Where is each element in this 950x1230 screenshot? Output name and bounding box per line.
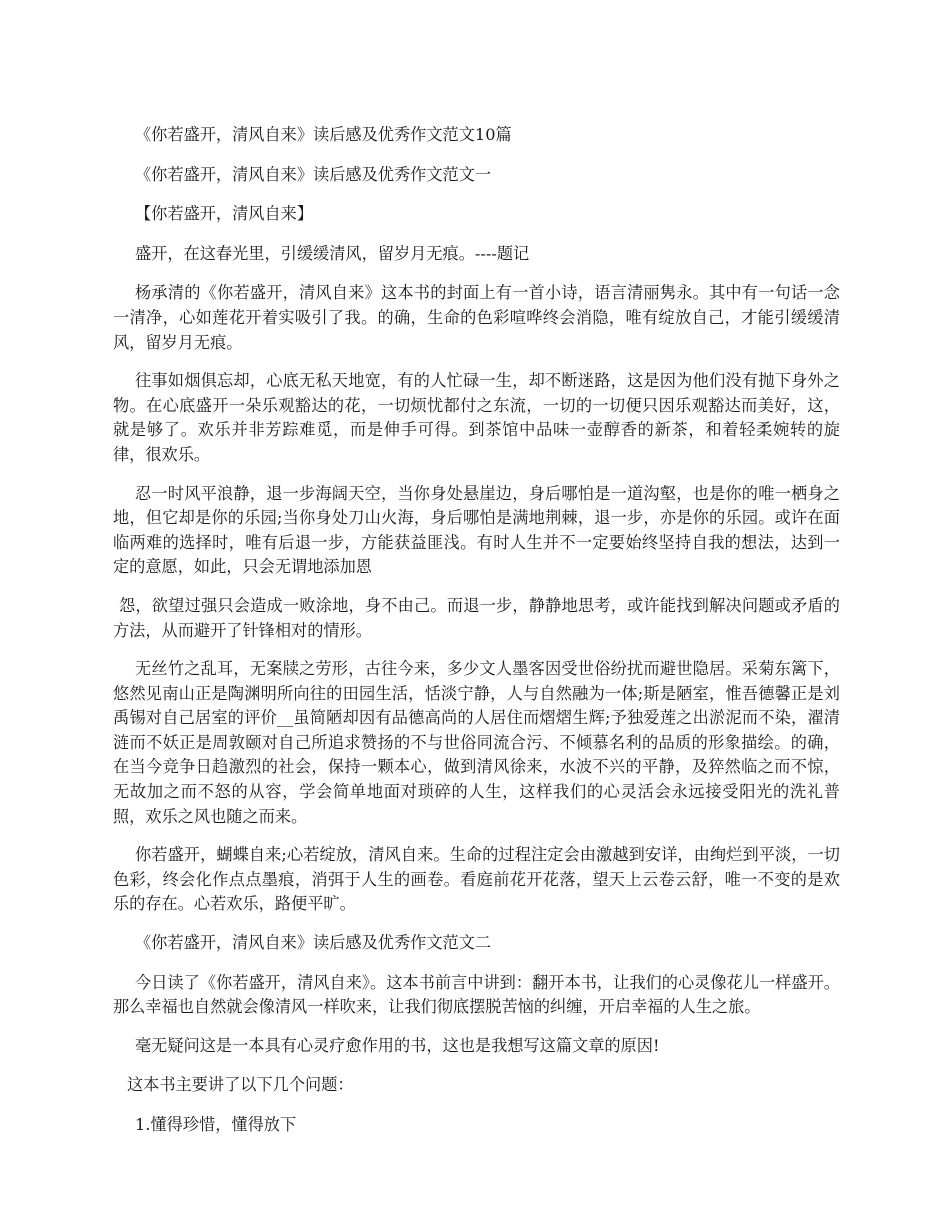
section-heading-1: 《你若盛开，清风自来》读后感及优秀作文范文一	[135, 164, 492, 184]
section-heading-2: 《你若盛开，清风自来》读后感及优秀作文范文二	[135, 933, 492, 953]
paragraph: 往事如烟俱忘却，心底无私天地宽，有的人忙碌一生，却不断迷路，这是因为他们没有抛下身外之物。在心底盛开一朵乐观豁达的花，一切烦忧都付之东流，一切的一切便只因乐观豁达而美好，这，就是够了。欢乐并非芳踪难觅，而是伸手可得。到茶馆中品味一壶醇香的新茶，和着轻柔婉转的旋律，很欢乐。	[113, 371, 840, 464]
list-item: 1.懂得珍惜，懂得放下	[135, 1115, 297, 1134]
epigraph: 盛开，在这春光里，引缓缓清风，留岁月无痕。----题记	[135, 243, 530, 263]
paragraph: 你若盛开，蝴蝶自来;心若绽放，清风自来。生命的过程注定会由激越到安详，由绚烂到平淡，一切色彩，终会化作点点墨痕，消弭于人生的画卷。看庭前花开花落，望天上云卷云舒，唯一不变的是欢乐的存在。心若欢乐，路便平旷。	[113, 845, 840, 914]
paragraph: 杨承清的《你若盛开，清风自来》这本书的封面上有一首小诗，语言清丽隽永。其中有一句话一念一清净，心如莲花开着实吸引了我。的确，生命的色彩喧哗终会消隐，唯有绽放自己，才能引缓缓清风，留岁月无痕。	[113, 283, 840, 352]
paragraph: 无丝竹之乱耳，无案牍之劳形，古往今来，多少文人墨客因受世俗纷扰而避世隐居。采菊东篱下，悠然见南山正是陶渊明所向往的田园生活，恬淡宁静，人与自然融为一体;斯是陋室，惟吾德馨正是刘禹锡对自己居室的评价__虽简陋却因有品德高尚的人居住而熠熠生辉;予独爱莲之出淤泥而不染，濯清涟而不妖正是周敦颐对自己所追求赞扬的不与世俗同流合污、不倾慕名利的品质的形象描绘。的确，在当今竞争日趋激烈的社会，保持一颗本心，做到清风徐来，水波不兴的平静，及猝然临之而不惊，无故加之而不怒的从容，学会简单地面对琐碎的人生，这样我们的心灵活会永远接受阳光的洗礼普照，欢乐之风也随之而来。	[113, 659, 840, 826]
paragraph: 怨，欲望过强只会造成一败涂地，身不由己。而退一步，静静地思考，或许能找到解决问题或矛盾的方法，从而避开了针锋相对的情形。	[113, 595, 840, 640]
paragraph: 这本书主要讲了以下几个问题：	[127, 1075, 354, 1095]
document-title: 《你若盛开，清风自来》读后感及优秀作文范文10篇	[135, 125, 512, 144]
document-body	[113, 123, 840, 1153]
subtitle: 【你若盛开，清风自来】	[135, 204, 314, 224]
paragraph: 毫无疑问这是一本具有心灵疗愈作用的书，这也是我想写这篇文章的原因!	[135, 1035, 660, 1055]
paragraph: 忍一时风平浪静，退一步海阔天空，当你身处悬崖边，身后哪怕是一道沟壑，也是你的唯一栖身之地，但它却是你的乐园;当你身处刀山火海，身后哪怕是满地荆棘，退一步，亦是你的乐园。或许在面临两难的选择时，唯有后退一步，方能获益匪浅。有时人生并不一定要始终坚持自我的想法，达到一定的意愿，如此，只会无谓地添加恩	[113, 483, 840, 577]
paragraph: 今日读了《你若盛开，清风自来》。这本书前言中讲到：翻开本书，让我们的心灵像花儿一样盛开。那么幸福也自然就会像清风一样吹来，让我们彻底摆脱苦恼的纠缠，开启幸福的人生之旅。	[113, 972, 840, 1017]
